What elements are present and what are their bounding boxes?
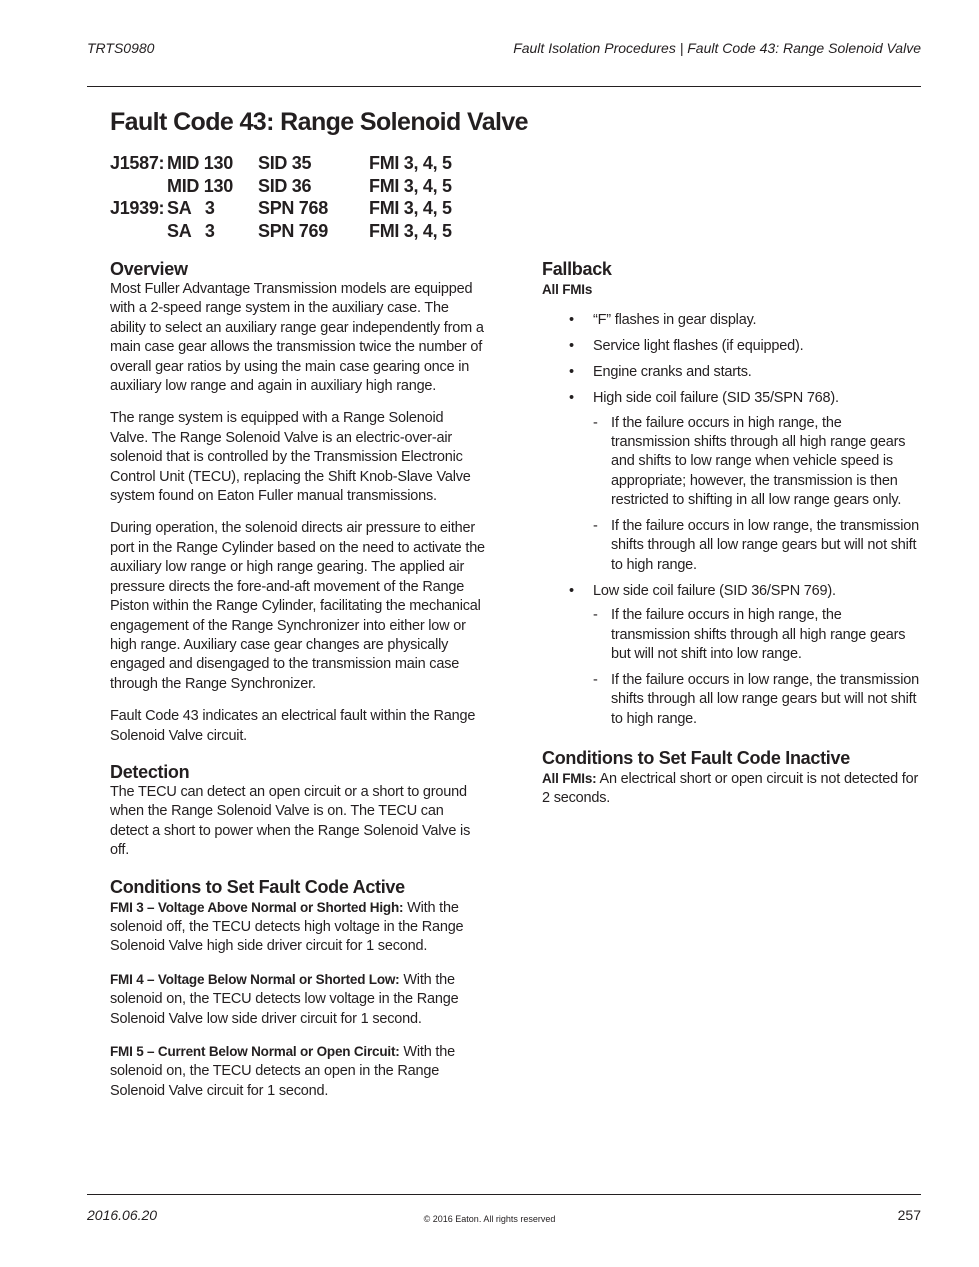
footer-copyright: © 2016 Eaton. All rights reserved — [423, 1214, 556, 1224]
sublist-item-text: If the failure occurs in high range, the transmission shifts through all high range gears and shifts to low range when vehicle speed is appropriate; however, the transmission is then restricted to shifting in all low range gears only. — [611, 414, 906, 509]
list-item — [542, 389, 924, 575]
sublist-item-text: If the failure occurs in low range, the transmission shifts through all low range gears but will not shift to high range. — [611, 671, 919, 727]
fmi-list: FMI 3, 4, 5 — [369, 175, 452, 196]
list-item-text: Engine cranks and starts. — [593, 364, 752, 381]
conditions-inactive-text: An electrical short or open circuit is not detected for 2 seconds. — [542, 770, 919, 807]
parameter-id: SID 35 — [258, 153, 312, 173]
high-side-sublist — [593, 414, 924, 576]
conditions-inactive-paragraph — [542, 769, 924, 809]
fmi5-label: FMI 5 – Current Below Normal or Open Circuit: — [110, 1044, 400, 1059]
fmi-list: FMI 3, 4, 5 — [369, 198, 452, 218]
list-item — [542, 582, 924, 729]
source-id: MID 130 — [167, 175, 233, 196]
detection-paragraph: The TECU can detect an open circuit or a short to ground when the Range Solenoid Valve is on. The TECU can detect a short to power when the Range Solenoid Valve is off. — [110, 783, 471, 859]
parameter-id: SPN 768 — [258, 198, 328, 218]
overview-paragraph: During operation, the solenoid directs air pressure to either port in the Range Cylinder based on the need to activate the auxiliary low range or high range gearing. The applied air pressure directs the fore-and-aft movement of the Range Piston within the Range Cylinder, facilitating the mechanical engagement of the Range Synchronizer into either low or high range. Auxiliary case gear changes are physically engaged and disengaged to the transmission main case through the Range Synchronizer. — [110, 520, 485, 692]
list-item — [542, 337, 924, 356]
overview-paragraph: Fault Code 43 indicates an electrical fault within the Range Solenoid Valve circuit. — [110, 708, 476, 744]
parameter-id: SID 36 — [258, 175, 312, 196]
sublist-item-text: If the failure occurs in high range, the transmission shifts through all high range gears but will not shift into low range. — [611, 607, 906, 662]
list-item-text: High side coil failure (SID 35/SPN 768). — [593, 390, 839, 407]
fallback-heading: Fallback — [542, 259, 612, 279]
section-gap — [542, 736, 924, 747]
dash-icon: - — [593, 607, 598, 624]
fmi-list: FMI 3, 4, 5 — [369, 153, 452, 173]
right-column — [542, 258, 924, 821]
dash-icon: - — [593, 671, 598, 688]
list-item — [542, 311, 924, 330]
all-fmis-label: All FMIs: — [542, 770, 597, 786]
source-id: MID 130 — [167, 153, 233, 173]
running-header: Fault Isolation Procedures | Fault Code 43: Range Solenoid Valve — [513, 40, 921, 56]
overview-paragraph: The range system is equipped with a Range Solenoid Valve. The Range Solenoid Valve is an electric-over-air solenoid that is controlled by the Transmission Electronic Control Unit (TECU), replacing the Shift Knob-Slave Valve system found on Eaton Fuller manual transmissions. — [110, 410, 471, 505]
dash-icon: - — [593, 414, 598, 431]
conditions-inactive-heading: Conditions to Set Fault Code Inactive — [542, 747, 850, 768]
fmi4-paragraph — [110, 970, 485, 1029]
bullet-icon: • — [569, 312, 574, 329]
fmi3-text: With the solenoid off, the TECU detects high voltage in the Range Solenoid Valve high side driver circuit for 1 second. — [110, 899, 464, 955]
bullet-icon: • — [569, 390, 574, 407]
bullet-icon: • — [569, 582, 574, 599]
list-item-text: Low side coil failure (SID 36/SPN 769). — [593, 582, 836, 599]
fmi4-text: With the solenoid on, the TECU detects low voltage in the Range Solenoid Valve low side driver circuit for 1 second. — [110, 971, 459, 1027]
sublist-item-text: If the failure occurs in low range, the transmission shifts through all low range gears but will not shift to high range. — [611, 518, 919, 573]
header-rule — [87, 86, 921, 87]
page-title: Fault Code 43: Range Solenoid Valve — [110, 108, 528, 136]
fmi5-paragraph — [110, 1042, 485, 1101]
bullet-icon: • — [569, 338, 574, 355]
low-side-sublist — [593, 606, 924, 729]
list-item-text: Service light flashes (if equipped). — [593, 338, 804, 355]
parameter-id: SPN 769 — [258, 220, 328, 241]
list-item — [542, 363, 924, 382]
footer-date: 2016.06.20 — [87, 1207, 158, 1223]
document-id: TRTS0980 — [87, 40, 155, 56]
list-item-text: “F” flashes in gear display. — [593, 312, 757, 329]
sublist-item — [593, 517, 924, 575]
protocol-label: J1587: — [110, 153, 165, 173]
conditions-active-heading: Conditions to Set Fault Code Active — [110, 876, 405, 897]
detection-heading: Detection — [110, 761, 190, 782]
fallback-list — [542, 311, 924, 729]
overview-paragraph: Most Fuller Advantage Transmission models are equipped with a 2-speed range system in the auxiliary case. The ability to select an auxiliary range gear independently from a main case gear allows the transmission twice the number of overall gear ratios by using the main case gearing once in auxiliary low range and again in auxiliary high range. — [110, 281, 484, 395]
fmi3-paragraph — [110, 898, 485, 957]
fmi4-label: FMI 4 – Voltage Below Normal or Shorted Low: — [110, 971, 400, 987]
source-id: SA 3 — [167, 198, 215, 218]
dash-icon: - — [593, 518, 598, 535]
fmi5-text: With the solenoid on, the TECU detects an open in the Range Solenoid Valve circuit for 1 second. — [110, 1044, 455, 1099]
fmi-list: FMI 3, 4, 5 — [369, 220, 452, 241]
source-id: SA 3 — [167, 220, 215, 241]
protocol-label: J1939: — [110, 198, 165, 218]
fallback-subheading: All FMIs — [542, 282, 593, 297]
bullet-icon: • — [569, 364, 574, 381]
sublist-item — [593, 414, 924, 511]
left-column — [110, 258, 485, 1114]
fmi3-label: FMI 3 – Voltage Above Normal or Shorted High: — [110, 899, 404, 915]
footer-rule — [87, 1194, 921, 1195]
sublist-item — [593, 671, 924, 729]
overview-heading: Overview — [110, 259, 188, 279]
page-number: 257 — [897, 1207, 921, 1223]
sublist-item — [593, 606, 924, 664]
